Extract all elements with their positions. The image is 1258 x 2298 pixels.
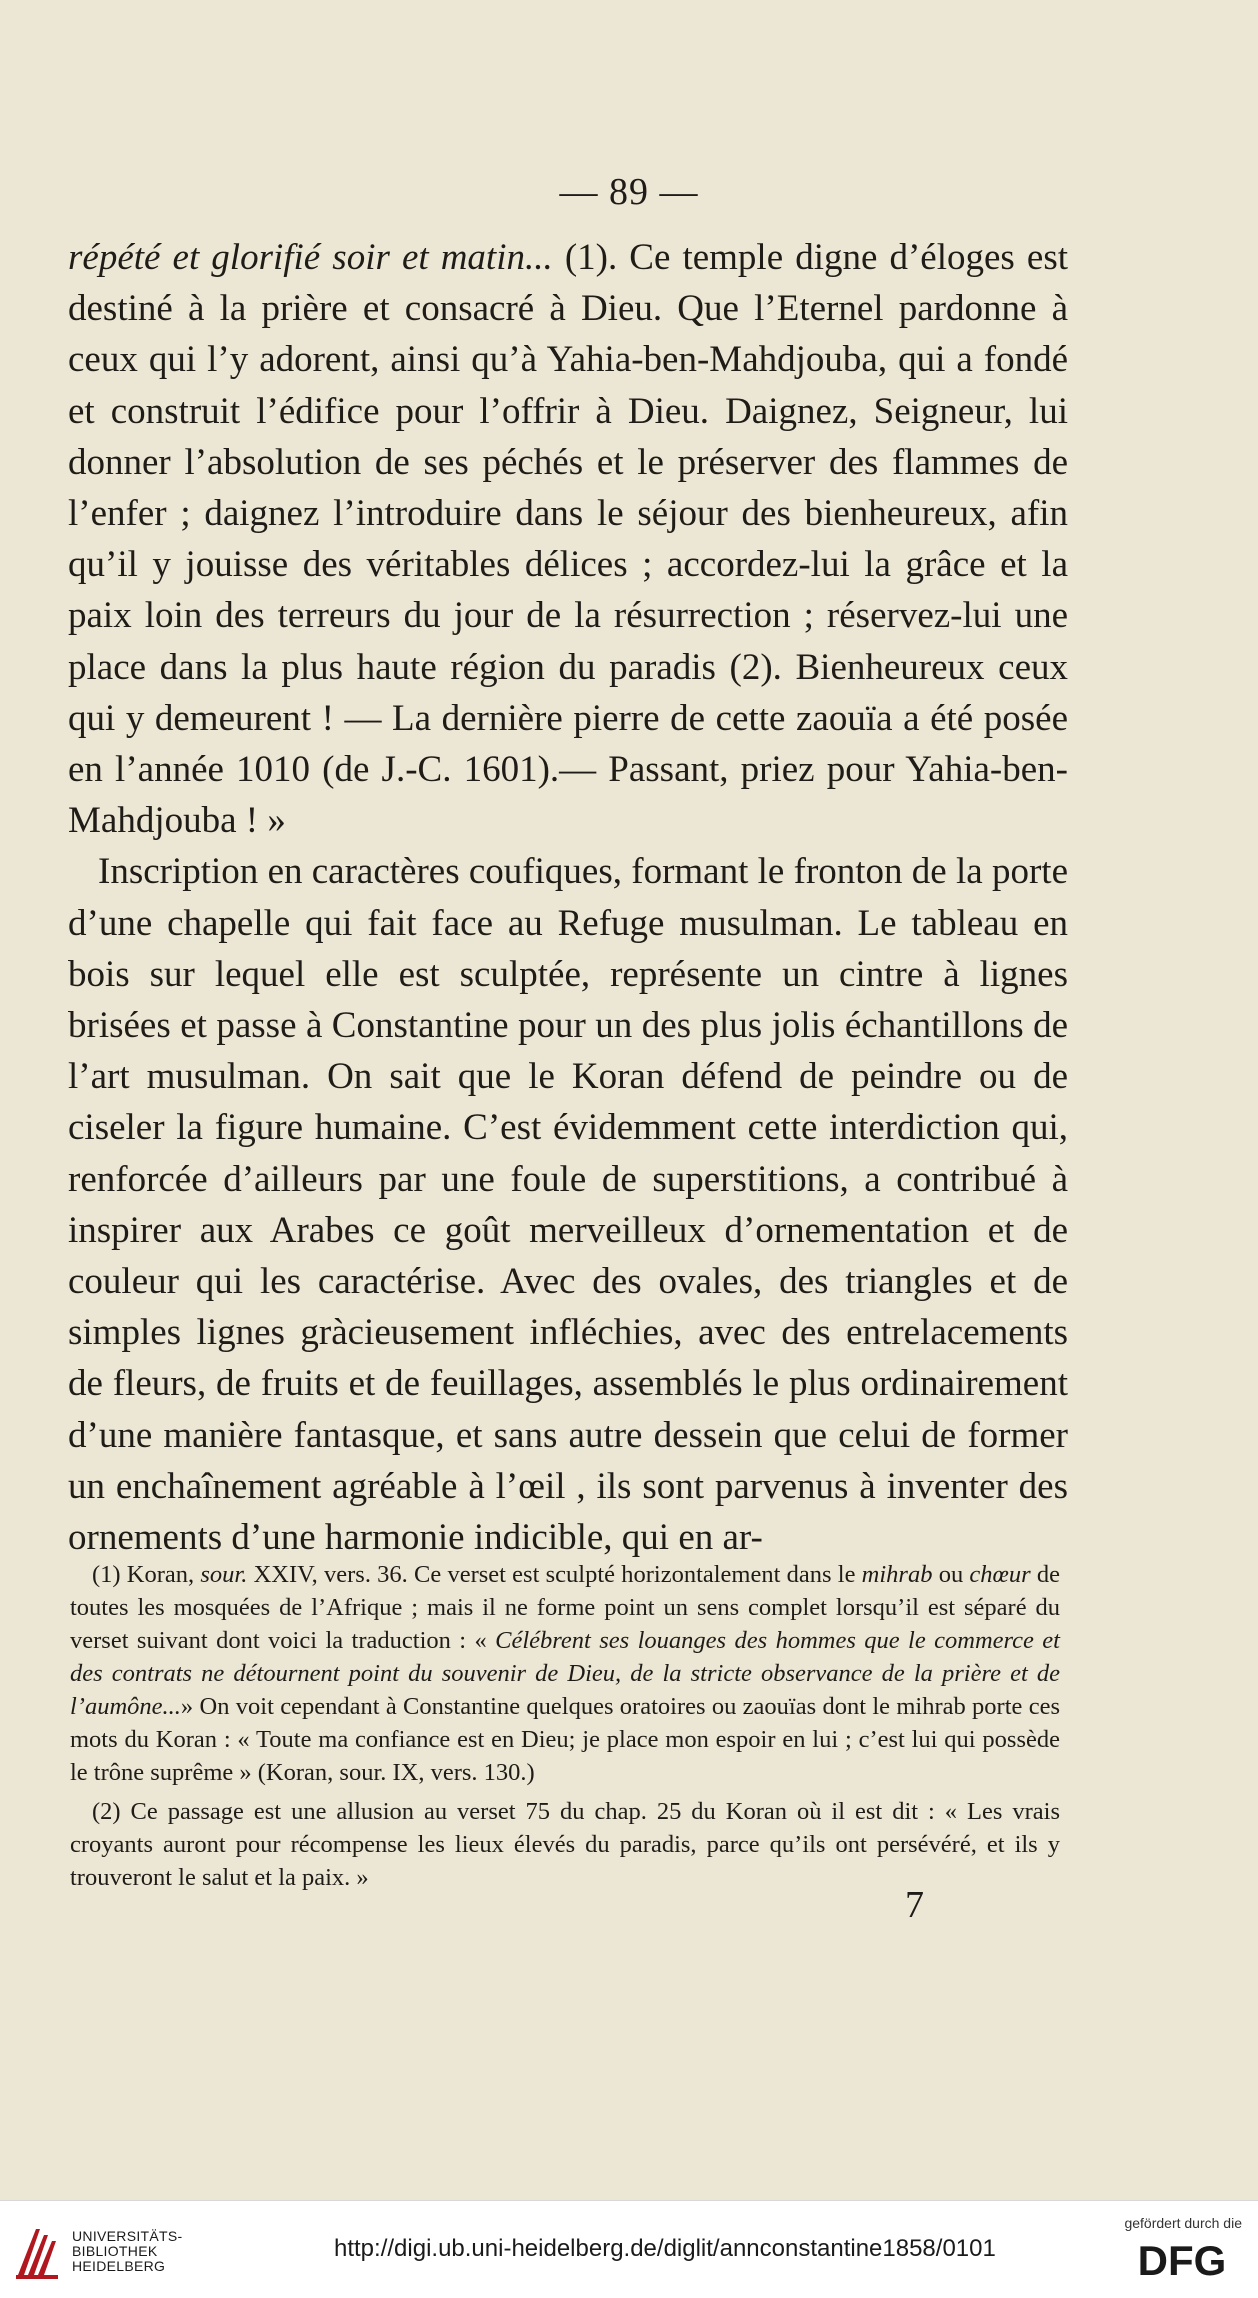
paragraph-1-italic-lead: répété et glorifié soir et matin...	[68, 237, 553, 278]
paragraph-1	[68, 232, 1068, 846]
footnote-1-part: (1) Koran,	[92, 1561, 201, 1588]
footnote-1-part: de toutes les mosquées de l’Afrique ; mais il ne forme point un sens complet lorsqu’il est séparé du verset suivant dont voici la traduction : «	[70, 1561, 1061, 1654]
footnote-1-part: ou	[932, 1561, 970, 1588]
footnotes	[70, 1558, 1060, 1900]
viewer-footer	[0, 2200, 1258, 2298]
permalink-url[interactable]: http://digi.ub.uni-heidelberg.de/diglit/annconstantine1858/0101	[334, 2235, 996, 2262]
library-name[interactable]	[72, 2229, 182, 2274]
footnote-1-part: XXIV, vers. 36. Ce verset est sculpté horizontalement dans le	[247, 1561, 862, 1588]
footnote-1-part: mihrab	[861, 1561, 933, 1588]
footnote-1	[70, 1558, 1060, 1789]
footnote-1-part: » On voit cependant à Constantine quelques oratoires ou zaouïas dont le mihrab porte ces mots du Koran : « Toute ma confiance est en Dieu; je place mon espoir en lui ; c’est lui qui possède le trône suprême » (Koran, sour. IX, vers. 130.)	[70, 1693, 1060, 1786]
signature-mark: 7	[905, 1884, 924, 1926]
footnote-2: (2) Ce passage est une allusion au verset 75 du chap. 25 du Koran où il est dit : « Les vrais croyants auront pour récompense les lieux élevés du paradis, parce qu’ils ont persévéré, et ils y trouveront le salut et la paix. »	[70, 1798, 1060, 1891]
running-head: — 89 —	[559, 171, 699, 213]
paragraph-1-text: (1). Ce temple digne d’éloges est destiné à la prière et consacré à Dieu. Que l’Eternel pardonne à ceux qui l’y adorent, ainsi qu’à Yahia-ben-Mahdjouba, qui a fondé et construit l’édifice pour l’offrir à Dieu. Daignez, Seigneur, lui donner l’absolution de ses péchés et le préserver des flammes de l’enfer ; daignez l’introduire dans le séjour des bienheureux, afin qu’il y jouisse des véritables délices ; accordez-lui la grâce et la paix loin des terreurs du jour de la résurrection ; réservez-lui une place dans la plus haute région du paradis (2). Bienheureux ceux qui y demeurent ! — La dernière pierre de cette zaouïa a été posée en l’année 1010 (de J.-C. 1601).— Passant, priez pour Yahia-ben-Mahdjouba ! »	[68, 237, 1068, 842]
ub-heidelberg-logo-icon[interactable]	[14, 2223, 60, 2281]
library-name-line: UNIVERSITÄTS-	[72, 2228, 183, 2244]
body-text	[68, 232, 1068, 1563]
footnote-1-part: Célébrent ses louanges des hommes que le commerce et des contrats ne détournent point du souvenir de Dieu, de la stricte observance de la prière et de l’aumône...	[70, 1627, 1060, 1720]
paragraph-2: Inscription en caractères coufiques, formant le fronton de la porte d’une chapelle qui fait face au Refuge musulman. Le tableau en bois sur lequel elle est sculptée, représente un cintre à lignes brisées et passe à Constantine pour un des plus jolis échantillons de l’art musulman. On sait que le Koran défend de peindre ou de ciseler la figure humaine. C’est évidemment cette interdiction qui, renforcée d’ailleurs par une foule de superstitions, a contribué à inspirer aux Arabes ce goût merveilleux d’ornementation et de couleur qui les caractérise. Avec des ovales, des triangles et de simples lignes gràcieusement infléchies, avec des entrelacements de fleurs, de fruits et de feuillages, assemblés le plus ordinairement d’une manière fantasque, et sans autre dessein que celui de former un enchaînement agréable à l’œil , ils sont parvenus à inventer des ornements d’une harmonie indicible, qui en ar-	[68, 851, 1068, 1559]
footnote-1-part: chœur	[969, 1561, 1031, 1588]
dfg-logo-text: DFG	[1137, 2237, 1227, 2281]
dfg-logo-icon[interactable]	[1122, 2237, 1242, 2281]
library-name-line: BIBLIOTHEK	[72, 2243, 158, 2259]
library-name-line: HEIDELBERG	[72, 2258, 166, 2274]
funder-caption: gefördert durch die	[1124, 2215, 1242, 2231]
footnote-1-part: sour.	[200, 1561, 248, 1588]
